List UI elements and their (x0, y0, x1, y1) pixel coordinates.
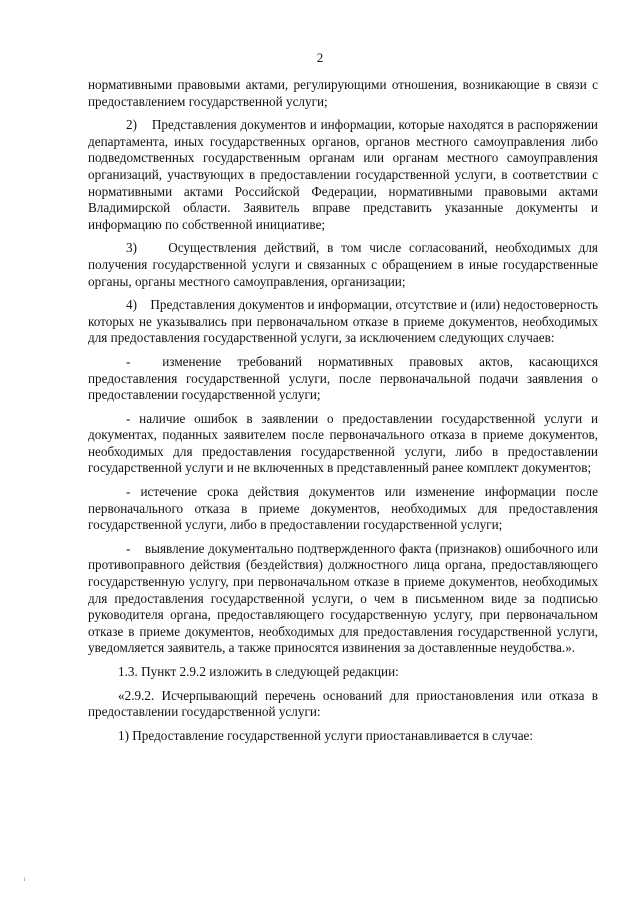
page-number: 2 (316, 50, 324, 65)
paragraph-item-4: 4) Представления документов и информации, отсутствие и (или) недостоверность которых не указывались при первоначальном отказе в приеме документов, необходимых для предоставления государственной услуги, за исключением следующих случаев: (88, 297, 598, 346)
paragraph-item-3: 3) Осуществления действий, в том числе согласований, необходимых для получения государственной услуги и связанных с обращением в иные государственные органы, органы местного самоуправления, организации; (88, 240, 598, 289)
scan-mark: ᵢ (24, 872, 26, 882)
document-body (88, 77, 598, 751)
list-item-document-expiry: - истечение срока действия документов или изменение информации после первоначального отказа в приеме документов, необходимых для предоставления государственной услуги, либо в предоставлении государственной услуги; (88, 484, 598, 533)
paragraph-clause-1-3: 1.3. Пункт 2.9.2 изложить в следующей редакции: (118, 664, 399, 679)
list-item-erroneous-action: - выявление документально подтвержденного факта (признаков) ошибочного или противоправного действия (бездействия) должностного лица органа, предоставляющего государственную услугу, при первоначальном отказе в приеме документов, необходимых для предоставления государственной услуги, о чем в письменном виде за подписью руководителя органа, предоставляющего государственную услугу, при первоначальном отказе в приеме документов, необходимых для предоставления государственной услуги, уведомляется заявитель, а также приносятся извинения за доставленные неудобства.». (88, 540, 598, 656)
list-item-requirements-change: - изменение требований нормативных правовых актов, касающихся предоставления государственной услуги, после первоначальной подачи заявления о предоставлении государственной услуги; (88, 353, 598, 403)
paragraph-item-2: 2) Представления документов и информации, которые находятся в распоряжении департамента, иных государственных органов, органов местного самоуправления либо подведомственных государственным органам или органам местного самоуправления организаций, участвующих в предоставлении государственной услуги, в соответствии с нормативными актами Российской Федерации, нормативными правовыми актами Владимирской области. Заявитель вправе представить указанные документы и информацию по собственной инициативе; (88, 117, 598, 232)
paragraph-clause-2-9-2: «2.9.2. Исчерпывающий перечень оснований для приостановления или отказа в предоставлении государственной услуги: (88, 687, 598, 720)
paragraph-suspension-item-1: 1) Предоставление государственной услуги приостанавливается в случае: (118, 727, 534, 743)
list-item-errors-in-application: - наличие ошибок в заявлении о предоставлении государственной услуги и документах, поданных заявителем после первоначального отказа в приеме документов, необходимых для предоставления государственной услуги, либо в предоставлении государственной услуги и не включенных в представленный ранее комплект документов; (88, 410, 598, 476)
paragraph-continuation: нормативными правовыми актами, регулирующими отношения, возникающие в связи с предоставлением государственной услуги; (88, 77, 598, 109)
